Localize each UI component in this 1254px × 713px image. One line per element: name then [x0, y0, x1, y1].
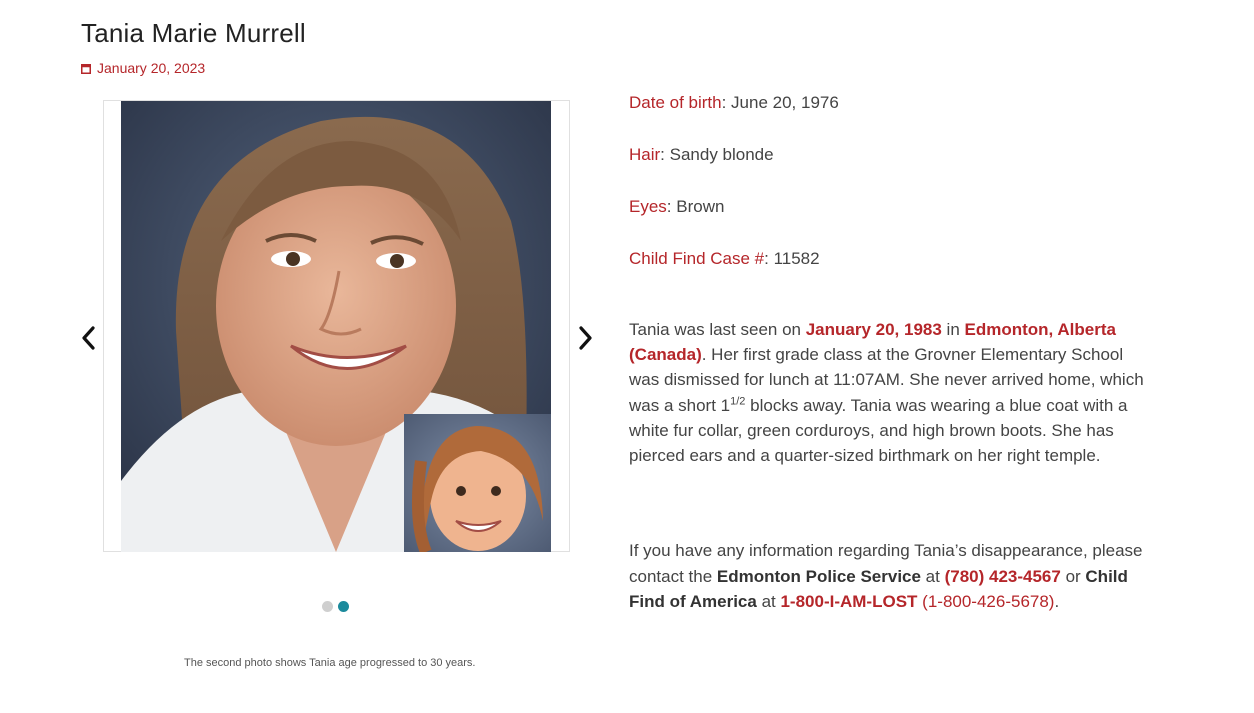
- detail-case-number: [629, 247, 1149, 299]
- slider-prev-arrow[interactable]: [78, 322, 100, 354]
- contact-text: at: [756, 592, 781, 611]
- org-name: Child Find of America: [629, 566, 1128, 611]
- slider-pagination: [322, 601, 349, 612]
- desc-text: blocks away. Tania was wearing a blue coat with a white fur collar, green corduroys, and high brown boots. She has pierced ears and a quarter-sized birthmark on her right temple.: [629, 395, 1128, 466]
- last-seen-place: Edmonton, Alberta (Canada): [629, 320, 1116, 365]
- detail-label: Eyes: [629, 197, 667, 216]
- detail-value: : Sandy blonde: [660, 145, 774, 164]
- desc-text: . Her first grade class at the Grovner Elementary School was dismissed for lunch at 11:07AM. She never arrived home, which was a short 1: [629, 345, 1144, 415]
- detail-value: : 11582: [764, 249, 820, 268]
- detail-eyes: [629, 195, 1149, 247]
- detail-label: Hair: [629, 145, 661, 164]
- detail-value: : June 20, 1976: [721, 93, 839, 112]
- desc-text: in: [941, 320, 965, 339]
- age-progression-portrait: [121, 101, 551, 552]
- photo-caption: The second photo shows Tania age progressed to 30 years.: [184, 657, 476, 669]
- detail-date-of-birth: [629, 91, 1149, 143]
- last-seen-date: January 20, 1983: [805, 320, 942, 339]
- contact-text: at: [920, 566, 945, 586]
- desc-text: Tania was last seen on: [629, 320, 806, 339]
- org-phone: 1-800-I-AM-LOST: [780, 592, 918, 611]
- slider-dot-2[interactable]: [338, 601, 349, 612]
- police-name: Edmonton Police Service: [716, 566, 921, 586]
- page-title: Tania Marie Murrell: [81, 18, 306, 48]
- post-date-text: January 20, 2023: [97, 60, 206, 76]
- photo-slider[interactable]: [103, 100, 570, 552]
- contact-text: .: [1054, 592, 1060, 611]
- calendar-icon: [81, 63, 91, 74]
- detail-value: : Brown: [666, 197, 725, 216]
- post-date: [81, 60, 205, 76]
- slide-photo: [121, 101, 551, 552]
- contact-text: or: [1060, 566, 1086, 586]
- detail-hair: [629, 143, 1149, 195]
- org-phone-alt: (1-800-426-5678): [917, 592, 1055, 611]
- contact-info: [629, 538, 1149, 615]
- detail-label: Date of birth: [629, 93, 722, 112]
- police-phone: (780) 423-4567: [944, 566, 1061, 586]
- detail-label: Child Find Case #: [629, 249, 765, 268]
- person-details: [629, 91, 1149, 299]
- slider-next-arrow[interactable]: [574, 322, 596, 354]
- case-description: [629, 317, 1149, 468]
- fraction: 1/2: [730, 394, 746, 407]
- slider-dot-1[interactable]: [322, 601, 333, 612]
- contact-text: If you have any information regarding Tania’s disappearance, please contact the: [629, 541, 1143, 586]
